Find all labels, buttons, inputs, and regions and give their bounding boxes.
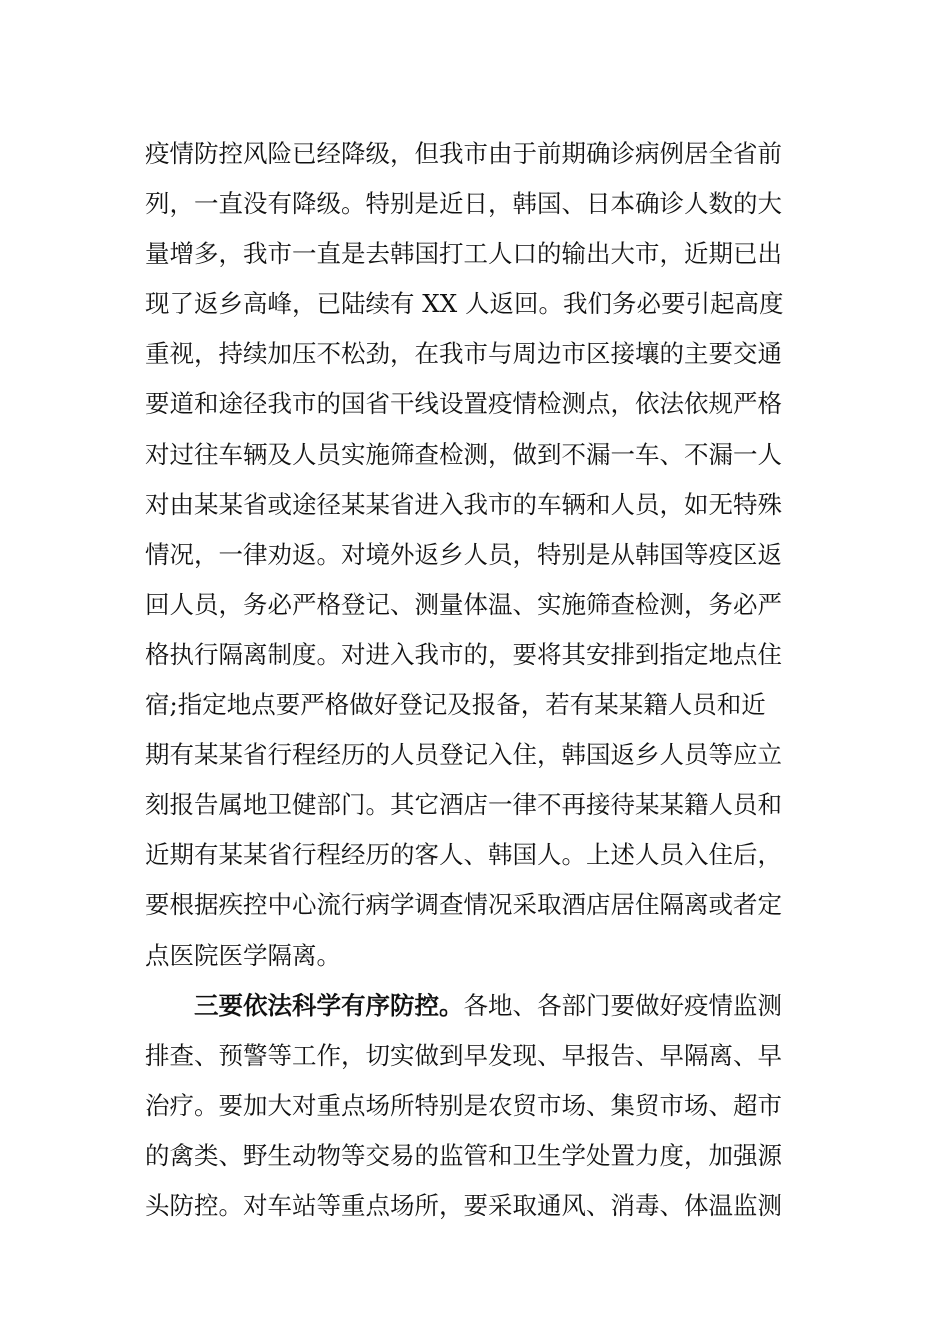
heading-line-text: 各地、各部门要做好疫情监测	[463, 990, 782, 1020]
paragraph-line: 排查、预警等工作，切实做到早发现、早报告、早隔离、早	[145, 1040, 782, 1070]
paragraph-line: 回人员，务必严格登记、测量体温、实施筛查检测，务必严	[145, 589, 782, 619]
document-body	[145, 129, 815, 1231]
paragraph-line: 对由某某省或途径某某省进入我市的车辆和人员，如无特殊	[145, 489, 782, 519]
paragraph-line: 期有某某省行程经历的人员登记入住，韩国返乡人员等应立	[145, 740, 782, 770]
paragraph-line: 情况，一律劝返。对境外返乡人员，特别是从韩国等疫区返	[145, 539, 782, 569]
paragraph-line: 疫情防控风险已经降级，但我市由于前期确诊病例居全省前	[145, 139, 782, 168]
paragraph-line: 近期有某某省行程经历的客人、韩国人。上述人员入住后，	[145, 840, 782, 870]
paragraph-first-line	[145, 981, 815, 1031]
paragraph-1	[145, 129, 815, 981]
paragraph-line: 点医院医学隔离。	[145, 940, 341, 970]
paragraph-line: 治疗。要加大对重点场所特别是农贸市场、集贸市场、超市	[145, 1090, 782, 1120]
paragraph-line: 的禽类、野生动物等交易的监管和卫生学处置力度，加强源	[145, 1140, 782, 1170]
paragraph-line: 宿;指定地点要严格做好登记及报备，若有某某籍人员和近	[145, 690, 766, 720]
paragraph-line: 刻报告属地卫健部门。其它酒店一律不再接待某某籍人员和	[145, 790, 782, 820]
paragraph-line: 重视，持续加压不松劲，在我市与周边市区接壤的主要交通	[145, 339, 782, 369]
paragraph-line: 格执行隔离制度。对进入我市的，要将其安排到指定地点住	[145, 639, 782, 669]
paragraph-line: 现了返乡高峰，已陆续有 XX 人返回。我们务必要引起高度	[145, 289, 784, 319]
section-heading: 三要依法科学有序防控。	[194, 990, 464, 1020]
paragraph-line: 头防控。对车站等重点场所，要采取通风、消毒、体温监测	[145, 1190, 782, 1220]
paragraph-2	[145, 981, 815, 1231]
paragraph-line: 要根据疾控中心流行病学调查情况采取酒店居住隔离或者定	[145, 890, 782, 920]
paragraph-line: 列，一直没有降级。特别是近日，韩国、日本确诊人数的大	[145, 189, 782, 219]
paragraph-line: 要道和途径我市的国省干线设置疫情检测点，依法依规严格	[145, 389, 782, 419]
paragraph-line: 对过往车辆及人员实施筛查检测，做到不漏一车、不漏一人	[145, 439, 782, 469]
paragraph-line: 量增多，我市一直是去韩国打工人口的输出大市，近期已出	[145, 239, 782, 269]
